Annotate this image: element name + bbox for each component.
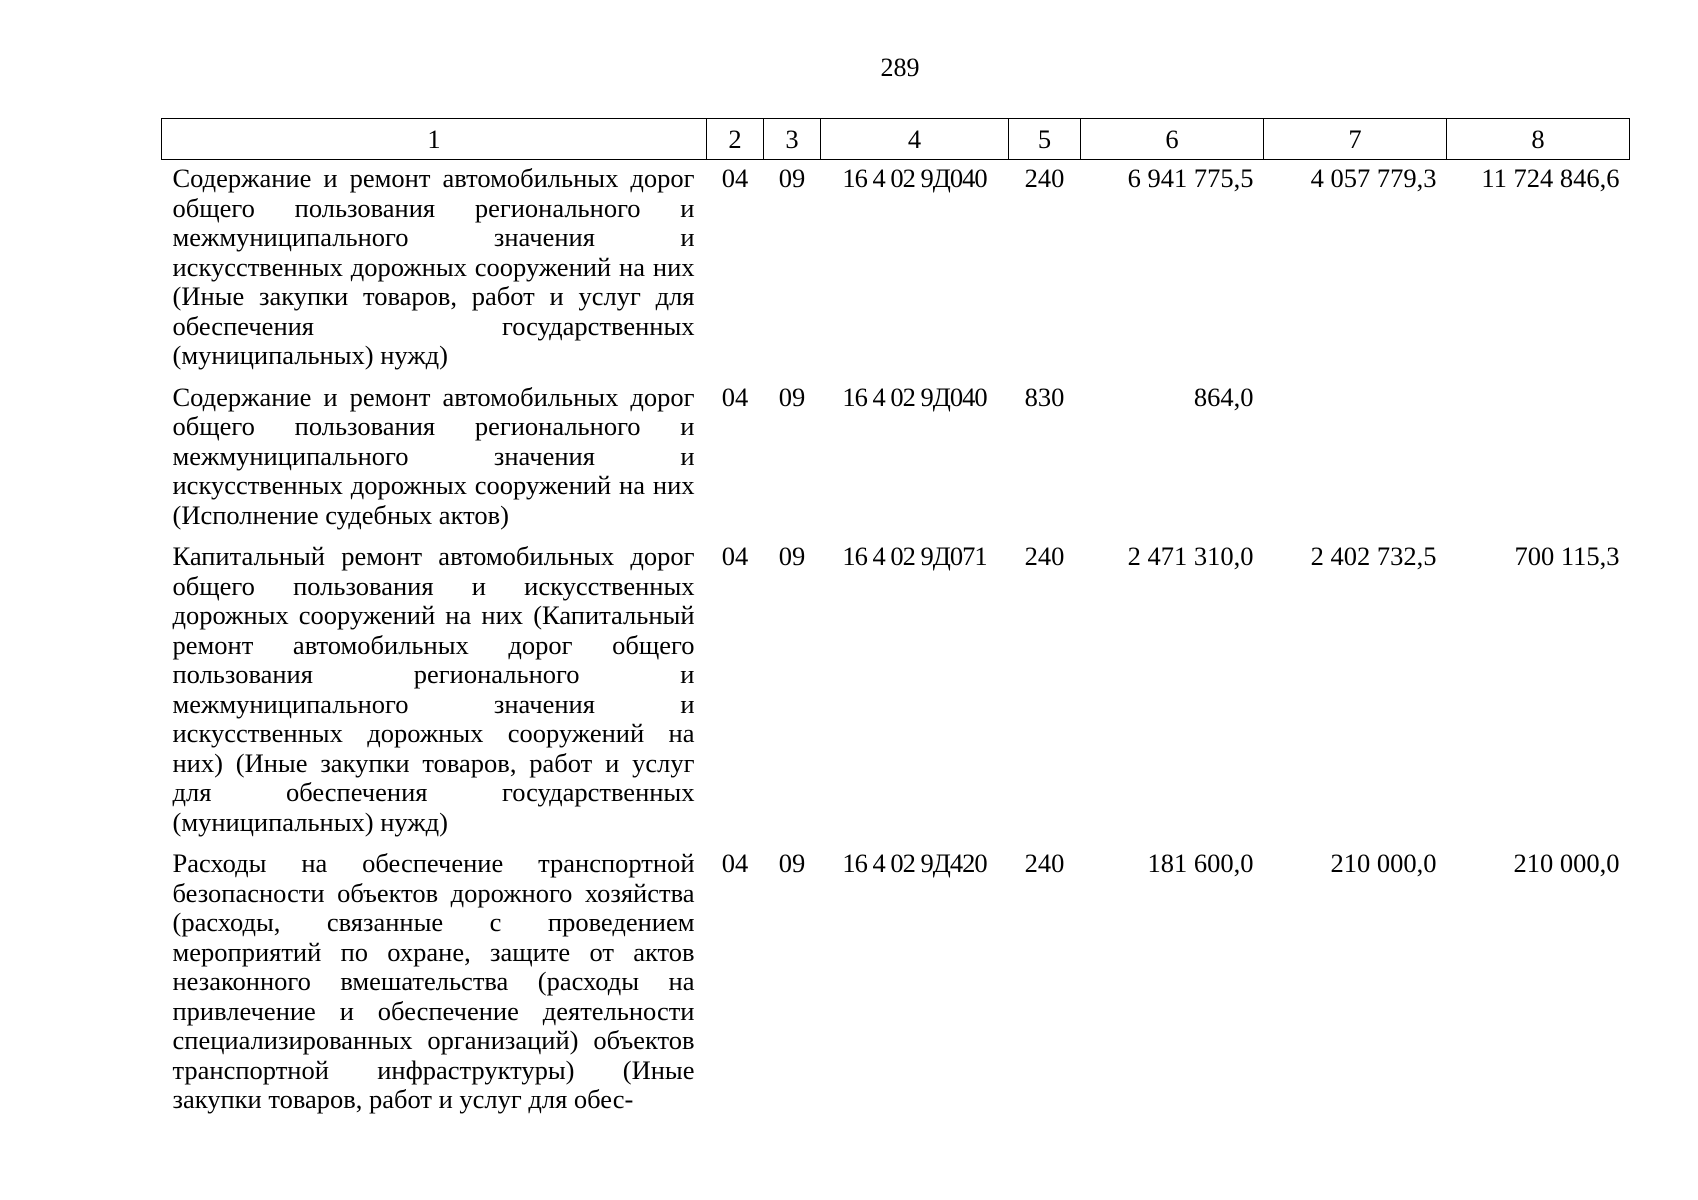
target-article-code: 16 4 02 9Д420 — [842, 848, 987, 878]
target-article-code: 16 4 02 9Д040 — [842, 163, 987, 193]
amount-col6: 2 471 310,0 — [1127, 541, 1254, 571]
subsection-code: 09 — [778, 163, 806, 193]
column-header-8: 8 — [1447, 119, 1630, 160]
section-code: 04 — [721, 541, 749, 571]
expense-type-code: 240 — [1024, 848, 1065, 878]
amount-col7 — [1264, 383, 1447, 543]
amount-col8: 210 000,0 — [1513, 848, 1620, 878]
expense-type-code: 240 — [1024, 163, 1065, 193]
section-code: 04 — [721, 163, 749, 193]
amount-col6: 864,0 — [1193, 381, 1254, 412]
row-description: Содержание и ремонт автомобильных дорог общего пользования регионального и межмуниципального значения и искусственных дорожных сооружений на них (Иные закупки товаров, работ и услуг для обеспечения государственных (муниципальных) нужд) — [172, 163, 695, 370]
column-header-7: 7 — [1264, 119, 1447, 160]
amount-col6: 181 600,0 — [1147, 848, 1254, 878]
table-row — [162, 542, 1630, 849]
section-code: 04 — [721, 848, 749, 878]
target-article-code: 16 4 02 9Д040 — [842, 381, 987, 412]
subsection-code: 09 — [778, 381, 806, 412]
target-article-code: 16 4 02 9Д071 — [842, 541, 987, 571]
column-header-5: 5 — [1009, 119, 1081, 160]
amount-col8 — [1447, 383, 1630, 543]
page-number: 289 — [880, 53, 920, 82]
subsection-code: 09 — [778, 848, 806, 878]
column-header-3: 3 — [764, 119, 821, 160]
table-row — [162, 849, 1630, 1127]
row-description: Капитальный ремонт автомобильных дорог общего пользования и искусственных дорожных сооружений на них (Капитальный ремонт автомобильных дорог общего пользования регионального и межмуниципального значения и искусственных дорожных сооружений на них) (Иные закупки товаров, работ и услуг для обеспечения государственных (муниципальных) нужд) — [172, 541, 695, 837]
table-header-row — [162, 119, 1630, 160]
column-header-1: 1 — [162, 119, 707, 160]
amount-col7: 4 057 779,3 — [1310, 163, 1437, 193]
table-row — [162, 160, 1630, 383]
table-row — [162, 383, 1630, 543]
amount-col8: 11 724 846,6 — [1481, 163, 1620, 193]
amount-col7: 2 402 732,5 — [1310, 541, 1437, 571]
subsection-code: 09 — [778, 541, 806, 571]
row-description: Содержание и ремонт автомобильных дорог общего пользования регионального и межмуниципального значения и искусственных дорожных сооружений на них (Исполнение судебных актов) — [172, 381, 695, 530]
amount-col8: 700 115,3 — [1514, 541, 1620, 571]
amount-col6: 6 941 775,5 — [1127, 163, 1254, 193]
column-header-6: 6 — [1081, 119, 1264, 160]
section-code: 04 — [721, 381, 749, 412]
expense-type-code: 830 — [1024, 381, 1065, 412]
amount-col7: 210 000,0 — [1330, 848, 1437, 878]
expense-type-code: 240 — [1024, 541, 1065, 571]
column-header-4: 4 — [821, 119, 1009, 160]
budget-table — [161, 118, 1630, 1127]
column-header-2: 2 — [707, 119, 764, 160]
row-description: Расходы на обеспечение транспортной безопасности объектов дорожного хозяйства (расходы, связанные с проведением мероприятий по охране, защите от актов незаконного вмешательства (расходы на привлечение и обеспечение деятельности специализированных организаций) объектов транспортной инфраструктуры) (Иные закупки товаров, работ и услуг для обес- — [172, 848, 695, 1114]
